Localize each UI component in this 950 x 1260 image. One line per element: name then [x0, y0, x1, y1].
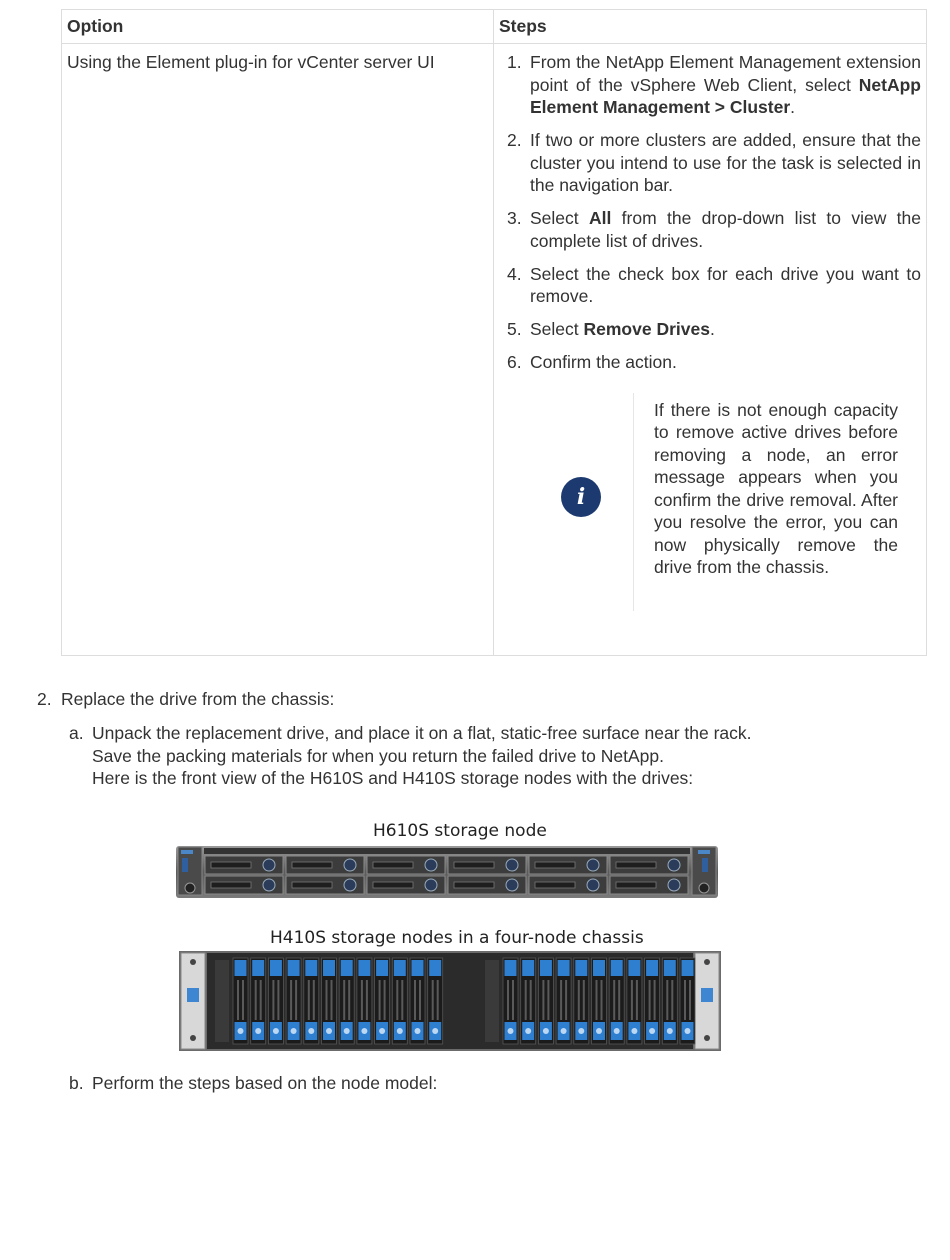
step-item — [499, 51, 921, 119]
note-divider — [633, 393, 634, 611]
step-2-number: 2. — [37, 689, 52, 709]
drive-bay — [304, 958, 319, 1044]
drive-bay — [529, 876, 607, 894]
step-item — [499, 129, 921, 197]
option-cell: Using the Element plug-in for vCenter server UI — [62, 44, 494, 656]
step-item — [499, 318, 921, 341]
substep-a-line: Save the packing materials for when you return the failed drive to NetApp. — [92, 745, 664, 766]
step-text: Select the check box for each drive you want to remove. — [530, 263, 921, 306]
step-2-text: Replace the drive from the chassis: — [61, 689, 335, 709]
step-text: Select — [530, 208, 589, 228]
drive-bay — [556, 958, 571, 1044]
drive-bay — [233, 958, 248, 1044]
step-number: 4. — [507, 263, 522, 284]
h610s-node-image — [176, 844, 718, 900]
header-option: Option — [62, 10, 494, 44]
step-text: From the NetApp Element Management extension point of the vSphere Web Client, select — [530, 52, 921, 95]
drive-bay — [251, 958, 266, 1044]
step-text: from the drop-down list to view the complete list of drives. — [530, 208, 921, 251]
substep-a-label: a. — [69, 723, 84, 743]
info-icon: i — [561, 477, 601, 517]
note-box — [499, 393, 921, 633]
drive-bay — [448, 876, 526, 894]
step-text: . — [790, 97, 796, 117]
substep-b-label: b. — [69, 1073, 84, 1093]
drive-bay — [538, 958, 553, 1044]
drive-bay — [592, 958, 607, 1044]
step-text: Select — [530, 319, 584, 339]
drive-bay — [205, 876, 283, 894]
substep-a-line: Unpack the replacement drive, and place it on a flat, static-free surface near the rack. — [92, 723, 752, 743]
drive-bay — [205, 856, 283, 874]
drive-bay — [367, 876, 445, 894]
step-number: 3. — [507, 208, 522, 228]
h410s-figure-title: H410S storage nodes in a four-node chassis — [270, 928, 644, 948]
step-item — [499, 351, 921, 374]
note-text: If there is not enough capacity to remove active drives before removing a node, an error message appears when you confirm the drive removal. After you resolve the error, you can now physically remove the drive from the chassis. — [654, 399, 898, 577]
drive-bay — [286, 856, 364, 874]
drive-bay — [367, 856, 445, 874]
options-table — [61, 9, 927, 656]
steps-cell — [494, 44, 927, 656]
drive-bay — [610, 856, 688, 874]
drive-bay — [627, 958, 642, 1044]
step-2 — [37, 688, 334, 711]
step-number: 1. — [507, 52, 522, 72]
step-text: If two or more clusters are added, ensure that the cluster you intend to use for the task is selected in the navigation bar. — [530, 130, 921, 195]
step-number: 6. — [507, 352, 522, 372]
drive-bay — [448, 856, 526, 874]
drive-bay — [503, 958, 518, 1044]
table-row — [62, 44, 927, 656]
drive-bay — [286, 958, 301, 1044]
step-number: 2. — [507, 130, 522, 150]
substep-b-text: Perform the steps based on the node model: — [92, 1073, 438, 1093]
drive-bay — [268, 958, 283, 1044]
drive-bay — [428, 958, 443, 1044]
step-number: 5. — [507, 319, 522, 339]
step-ui-label: Remove Drives — [583, 319, 710, 339]
drive-bay — [410, 958, 425, 1044]
drive-bay — [357, 958, 372, 1044]
h410s-chassis-image — [179, 950, 721, 1053]
drive-bay — [680, 958, 695, 1044]
step-ui-label: NetApp Element Management > Cluster — [530, 74, 921, 117]
step-ui-label: All — [588, 208, 612, 228]
step-item — [499, 207, 921, 252]
step-text: . — [709, 319, 715, 339]
drive-bay — [392, 958, 407, 1044]
header-steps: Steps — [494, 10, 927, 44]
substep-a-text — [92, 722, 752, 790]
substep-a-line: Here is the front view of the H610S and H410S storage nodes with the drives: — [92, 768, 694, 788]
drive-bay — [609, 958, 624, 1044]
drive-bay — [375, 958, 390, 1044]
h610s-figure-title: H610S storage node — [373, 821, 547, 841]
step-text: Confirm the action. — [530, 352, 677, 372]
drive-bay — [322, 958, 337, 1044]
steps-list — [499, 51, 921, 374]
step-item — [499, 263, 921, 308]
drive-bay — [645, 958, 660, 1044]
drive-bay — [662, 958, 677, 1044]
drive-bay — [574, 958, 589, 1044]
drive-bay — [521, 958, 536, 1044]
drive-bay — [286, 876, 364, 894]
drive-bay — [339, 958, 354, 1044]
table-header-row — [62, 10, 927, 44]
drive-bay — [529, 856, 607, 874]
drive-bay — [610, 876, 688, 894]
